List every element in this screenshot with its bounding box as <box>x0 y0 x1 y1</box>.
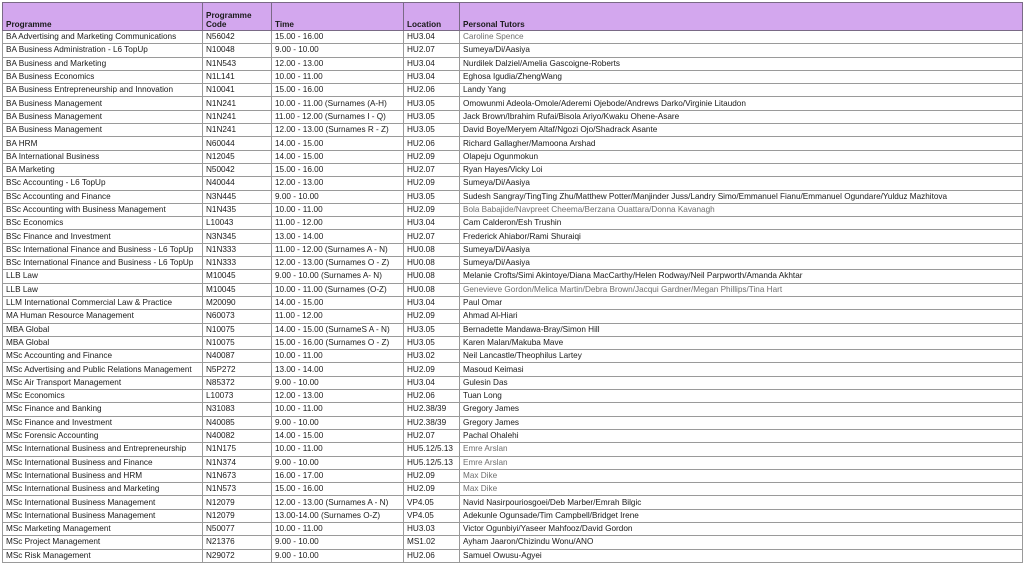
personal-tutors-cell[interactable]: Samuel Owusu-Agyei <box>460 549 1023 562</box>
programme-code-cell[interactable]: N3N345 <box>203 230 272 243</box>
programme-cell[interactable]: LLB Law <box>3 283 203 296</box>
programme-code-cell[interactable]: N5P272 <box>203 363 272 376</box>
personal-tutors-cell[interactable]: Tuan Long <box>460 390 1023 403</box>
programme-code-cell[interactable]: N1N374 <box>203 456 272 469</box>
programme-code-cell[interactable]: N1N241 <box>203 97 272 110</box>
location-cell[interactable]: VP4.05 <box>404 509 460 522</box>
location-cell[interactable]: HU2.07 <box>404 44 460 57</box>
header-row <box>3 3 1023 31</box>
time-cell[interactable]: 10.00 - 11.00 (Surnames (A-H) <box>272 97 404 110</box>
table-row <box>3 483 1023 496</box>
programme-code-cell[interactable]: N31083 <box>203 403 272 416</box>
table-row <box>3 230 1023 243</box>
location-cell[interactable]: HU3.02 <box>404 350 460 363</box>
programme-code-cell[interactable]: M10045 <box>203 270 272 283</box>
personal-tutors-cell[interactable]: Sumeya/Di/Aasiya <box>460 257 1023 270</box>
programme-code-cell[interactable]: N1N241 <box>203 124 272 137</box>
location-cell[interactable]: HU2.09 <box>404 363 460 376</box>
programme-cell[interactable]: MSc International Business and HRM <box>3 469 203 482</box>
programme-cell[interactable]: MSc International Business and Entrepreneurship <box>3 443 203 456</box>
location-cell[interactable]: HU3.04 <box>404 296 460 309</box>
programme-code-cell[interactable]: N10075 <box>203 336 272 349</box>
personal-tutors-cell[interactable]: Richard Gallagher/Mamoona Arshad <box>460 137 1023 150</box>
location-cell[interactable]: HU3.03 <box>404 522 460 535</box>
table-row <box>3 416 1023 429</box>
table-body <box>3 31 1023 563</box>
programme-cell[interactable]: MSc International Business Management <box>3 496 203 509</box>
programme-cell[interactable]: BA International Business <box>3 150 203 163</box>
personal-tutors-cell[interactable]: Karen Malan/Makuba Mave <box>460 336 1023 349</box>
table-row <box>3 336 1023 349</box>
personal-tutors-cell[interactable]: Gregory James <box>460 403 1023 416</box>
time-cell[interactable]: 11.00 - 12.00 (Surnames A - N) <box>272 243 404 256</box>
programme-cell[interactable]: BA Business Entrepreneurship and Innovation <box>3 84 203 97</box>
location-cell[interactable]: HU2.06 <box>404 84 460 97</box>
personal-tutors-cell[interactable]: Bernadette Mandawa-Bray/Simon Hill <box>460 323 1023 336</box>
table-row <box>3 376 1023 389</box>
programme-code-cell[interactable]: N1N333 <box>203 243 272 256</box>
location-cell[interactable]: HU3.05 <box>404 110 460 123</box>
location-cell[interactable]: HU2.07 <box>404 163 460 176</box>
programme-cell[interactable]: BSc Accounting and Finance <box>3 190 203 203</box>
table-row <box>3 44 1023 57</box>
table-row <box>3 31 1023 44</box>
table-row <box>3 509 1023 522</box>
location-cell[interactable]: HU2.07 <box>404 230 460 243</box>
programme-code-cell[interactable]: N1N573 <box>203 483 272 496</box>
time-cell[interactable]: 12.00 - 13.00 (Surnames R - Z) <box>272 124 404 137</box>
header-location[interactable]: Location <box>404 3 460 31</box>
personal-tutors-cell[interactable]: Bola Babajide/Navpreet Cheema/Berzana Ouattara/Donna Kavanagh <box>460 203 1023 216</box>
time-cell[interactable]: 9.00 - 10.00 <box>272 44 404 57</box>
table-row <box>3 190 1023 203</box>
programme-cell[interactable]: BSc Accounting with Business Management <box>3 203 203 216</box>
location-cell[interactable]: HU3.05 <box>404 336 460 349</box>
personal-tutors-cell[interactable]: Neil Lancastle/Theophilus Lartey <box>460 350 1023 363</box>
time-cell[interactable]: 10.00 - 11.00 (Surnames (O-Z) <box>272 283 404 296</box>
time-cell[interactable]: 15.00 - 16.00 (Surnames O - Z) <box>272 336 404 349</box>
table-row <box>3 549 1023 562</box>
time-cell[interactable]: 13.00-14.00 (Surnames O-Z) <box>272 509 404 522</box>
location-cell[interactable]: HU2.09 <box>404 203 460 216</box>
personal-tutors-cell[interactable]: Emre Arslan <box>460 456 1023 469</box>
personal-tutors-cell[interactable]: Navid Nasirpouriosgoei/Deb Marber/Emrah Bilgic <box>460 496 1023 509</box>
location-cell[interactable]: HU3.04 <box>404 31 460 44</box>
programme-cell[interactable]: MSc Advertising and Public Relations Management <box>3 363 203 376</box>
programme-cell[interactable]: BA HRM <box>3 137 203 150</box>
table-row <box>3 363 1023 376</box>
time-cell[interactable]: 15.00 - 16.00 <box>272 483 404 496</box>
personal-tutors-cell[interactable]: Nurdilek Dalziel/Amelia Gascoigne-Roberts <box>460 57 1023 70</box>
time-cell[interactable]: 14.00 - 15.00 (SurnameS A - N) <box>272 323 404 336</box>
personal-tutors-cell[interactable]: Paul Omar <box>460 296 1023 309</box>
time-cell[interactable]: 9.00 - 10.00 <box>272 536 404 549</box>
personal-tutors-cell[interactable]: Ayham Jaaron/Chizindu Wonu/ANO <box>460 536 1023 549</box>
location-cell[interactable]: HU0.08 <box>404 243 460 256</box>
personal-tutors-cell[interactable]: Olapeju Ogunmokun <box>460 150 1023 163</box>
programme-cell[interactable]: MSc Accounting and Finance <box>3 350 203 363</box>
location-cell[interactable]: HU5.12/5.13 <box>404 443 460 456</box>
programme-cell[interactable]: BA Business Economics <box>3 70 203 83</box>
programme-cell[interactable]: BA Business and Marketing <box>3 57 203 70</box>
personal-tutors-cell[interactable]: Gulesin Das <box>460 376 1023 389</box>
time-cell[interactable]: 16.00 - 17.00 <box>272 469 404 482</box>
programme-cell[interactable]: BA Business Management <box>3 110 203 123</box>
programme-cell[interactable]: LLB Law <box>3 270 203 283</box>
programme-code-cell[interactable]: N12045 <box>203 150 272 163</box>
location-cell[interactable]: HU0.08 <box>404 283 460 296</box>
time-cell[interactable]: 14.00 - 15.00 <box>272 429 404 442</box>
time-cell[interactable]: 12.00 - 13.00 <box>272 57 404 70</box>
programme-cell[interactable]: BSc Accounting - L6 TopUp <box>3 177 203 190</box>
personal-tutors-cell[interactable]: Omowunmi Adeola-Omole/Aderemi Ojebode/Andrews Darko/Virginie Litaudon <box>460 97 1023 110</box>
location-cell[interactable]: HU2.38/39 <box>404 416 460 429</box>
personal-tutors-cell[interactable]: Genevieve Gordon/Melica Martin/Debra Brown/Jacqui Gardner/Megan Phillips/Tina Hart <box>460 283 1023 296</box>
header-time[interactable]: Time <box>272 3 404 31</box>
programme-code-cell[interactable]: N40044 <box>203 177 272 190</box>
personal-tutors-cell[interactable]: Caroline Spence <box>460 31 1023 44</box>
programme-code-cell[interactable]: N12079 <box>203 509 272 522</box>
programme-cell[interactable]: BSc Finance and Investment <box>3 230 203 243</box>
personal-tutors-cell[interactable]: Ryan Hayes/Vicky Loi <box>460 163 1023 176</box>
table-row <box>3 270 1023 283</box>
table-row <box>3 323 1023 336</box>
programme-code-cell[interactable]: N40085 <box>203 416 272 429</box>
personal-tutors-cell[interactable]: David Boye/Meryem Altaf/Ngozi Ojo/Shadrack Asante <box>460 124 1023 137</box>
time-cell[interactable]: 9.00 - 10.00 (Surnames A- N) <box>272 270 404 283</box>
programme-code-cell[interactable]: N40087 <box>203 350 272 363</box>
location-cell[interactable]: HU2.09 <box>404 177 460 190</box>
programme-code-cell[interactable]: L10043 <box>203 217 272 230</box>
location-cell[interactable]: HU2.09 <box>404 150 460 163</box>
programme-code-cell[interactable]: N60044 <box>203 137 272 150</box>
time-cell[interactable]: 14.00 - 15.00 <box>272 296 404 309</box>
programme-cell[interactable]: MSc International Business and Finance <box>3 456 203 469</box>
table-row <box>3 496 1023 509</box>
programme-code-cell[interactable]: N1L141 <box>203 70 272 83</box>
time-cell[interactable]: 9.00 - 10.00 <box>272 416 404 429</box>
table-row <box>3 203 1023 216</box>
programme-code-cell[interactable]: N1N241 <box>203 110 272 123</box>
time-cell[interactable]: 10.00 - 11.00 <box>272 203 404 216</box>
programme-cell[interactable]: MSc International Business and Marketing <box>3 483 203 496</box>
table-row <box>3 350 1023 363</box>
personal-tutors-cell[interactable]: Melanie Crofts/Simi Akintoye/Diana MacCarthy/Helen Rodway/Neil Parpworth/Amanda Akhtar <box>460 270 1023 283</box>
programme-cell[interactable]: MSc Air Transport Management <box>3 376 203 389</box>
location-cell[interactable]: HU2.38/39 <box>404 403 460 416</box>
table-row <box>3 536 1023 549</box>
programme-code-cell[interactable]: N1N435 <box>203 203 272 216</box>
location-cell[interactable]: HU5.12/5.13 <box>404 456 460 469</box>
table-row <box>3 243 1023 256</box>
time-cell[interactable]: 10.00 - 11.00 <box>272 70 404 83</box>
programme-code-cell[interactable]: L10073 <box>203 390 272 403</box>
location-cell[interactable]: HU2.09 <box>404 483 460 496</box>
time-cell[interactable]: 15.00 - 16.00 <box>272 84 404 97</box>
time-cell[interactable]: 9.00 - 10.00 <box>272 190 404 203</box>
programme-code-cell[interactable]: N1N175 <box>203 443 272 456</box>
programme-cell[interactable]: MSc Finance and Investment <box>3 416 203 429</box>
programme-cell[interactable]: LLM International Commercial Law & Practice <box>3 296 203 309</box>
table-row <box>3 97 1023 110</box>
table-row <box>3 310 1023 323</box>
location-cell[interactable]: HU2.09 <box>404 469 460 482</box>
programme-cell[interactable]: BA Advertising and Marketing Communications <box>3 31 203 44</box>
table-row <box>3 522 1023 535</box>
personal-tutors-cell[interactable]: Max Dike <box>460 469 1023 482</box>
personal-tutors-cell[interactable]: Frederick Ahiabor/Rami Shuraiqi <box>460 230 1023 243</box>
programme-cell[interactable]: BA Marketing <box>3 163 203 176</box>
programme-code-cell[interactable]: N1N543 <box>203 57 272 70</box>
programme-code-cell[interactable]: N1N333 <box>203 257 272 270</box>
table-row <box>3 456 1023 469</box>
programme-code-cell[interactable]: N85372 <box>203 376 272 389</box>
personal-tutors-cell[interactable]: Jack Brown/Ibrahim Rufai/Bisola Ariyo/Kwaku Ohene-Asare <box>460 110 1023 123</box>
programme-code-cell[interactable]: M20090 <box>203 296 272 309</box>
programme-cell[interactable]: MSc International Business Management <box>3 509 203 522</box>
programme-cell[interactable]: BA Business Management <box>3 97 203 110</box>
time-cell[interactable]: 10.00 - 11.00 <box>272 522 404 535</box>
time-cell[interactable]: 9.00 - 10.00 <box>272 549 404 562</box>
location-cell[interactable]: HU2.06 <box>404 549 460 562</box>
time-cell[interactable]: 11.00 - 12.00 (Surnames I - Q) <box>272 110 404 123</box>
time-cell[interactable]: 14.00 - 15.00 <box>272 137 404 150</box>
time-cell[interactable]: 15.00 - 16.00 <box>272 163 404 176</box>
table-row <box>3 124 1023 137</box>
programme-code-cell[interactable]: N50042 <box>203 163 272 176</box>
table-row <box>3 403 1023 416</box>
programme-cell[interactable]: BSc International Finance and Business - L6 TopUp <box>3 257 203 270</box>
time-cell[interactable]: 13.00 - 14.00 <box>272 363 404 376</box>
location-cell[interactable]: HU3.05 <box>404 97 460 110</box>
personal-tutors-cell[interactable]: Max Dike <box>460 483 1023 496</box>
personal-tutors-cell[interactable]: Victor Ogunbiyi/Yaseer Mahfooz/David Gordon <box>460 522 1023 535</box>
table-row <box>3 443 1023 456</box>
table-row <box>3 110 1023 123</box>
location-cell[interactable]: HU3.04 <box>404 376 460 389</box>
location-cell[interactable]: HU2.07 <box>404 429 460 442</box>
location-cell[interactable]: HU0.08 <box>404 270 460 283</box>
location-cell[interactable]: HU2.06 <box>404 390 460 403</box>
table-row <box>3 257 1023 270</box>
personal-tutors-cell[interactable]: Sumeya/Di/Aasiya <box>460 44 1023 57</box>
programme-cell[interactable]: BSc International Finance and Business - L6 TopUp <box>3 243 203 256</box>
table-row <box>3 469 1023 482</box>
programme-cell[interactable]: MBA Global <box>3 336 203 349</box>
location-cell[interactable]: HU2.09 <box>404 310 460 323</box>
programme-cell[interactable]: MA Human Resource Management <box>3 310 203 323</box>
table-row <box>3 283 1023 296</box>
personal-tutors-cell[interactable]: Sudesh Sangray/TingTing Zhu/Matthew Potter/Manjinder Juss/Landry Simo/Emmanuel Fianu/Emmanuel Ogundare/Yulduz Mazhitova <box>460 190 1023 203</box>
time-cell[interactable]: 13.00 - 14.00 <box>272 230 404 243</box>
programme-cell[interactable]: MSc Marketing Management <box>3 522 203 535</box>
programme-cell[interactable]: MSc Finance and Banking <box>3 403 203 416</box>
table-row <box>3 429 1023 442</box>
programme-code-cell[interactable]: N50077 <box>203 522 272 535</box>
time-cell[interactable]: 10.00 - 11.00 <box>272 350 404 363</box>
personal-tutors-cell[interactable]: Sumeya/Di/Aasiya <box>460 177 1023 190</box>
programme-cell[interactable]: BA Business Management <box>3 124 203 137</box>
personal-tutors-cell[interactable]: Landy Yang <box>460 84 1023 97</box>
personal-tutors-cell[interactable]: Ahmad Al-Hiari <box>460 310 1023 323</box>
programme-code-cell[interactable]: N1N673 <box>203 469 272 482</box>
programme-code-cell[interactable]: N40082 <box>203 429 272 442</box>
personal-tutors-cell[interactable]: Emre Arslan <box>460 443 1023 456</box>
header-programme[interactable]: Programme <box>3 3 203 31</box>
programme-code-cell[interactable]: N29072 <box>203 549 272 562</box>
personal-tutors-cell[interactable]: Pachal Ohalehi <box>460 429 1023 442</box>
programme-code-cell[interactable]: M10045 <box>203 283 272 296</box>
location-cell[interactable]: HU3.05 <box>404 323 460 336</box>
time-cell[interactable]: 12.00 - 13.00 <box>272 390 404 403</box>
programme-cell[interactable]: BA Business Administration - L6 TopUp <box>3 44 203 57</box>
personal-tutors-cell[interactable]: Gregory James <box>460 416 1023 429</box>
table-row <box>3 177 1023 190</box>
programme-cell[interactable]: MSc Economics <box>3 390 203 403</box>
location-cell[interactable]: HU2.06 <box>404 137 460 150</box>
header-personal-tutors[interactable]: Personal Tutors <box>460 3 1023 31</box>
programme-code-cell[interactable]: N3N445 <box>203 190 272 203</box>
personal-tutors-cell[interactable]: Cam Calderon/Esh Trushin <box>460 217 1023 230</box>
table-row <box>3 296 1023 309</box>
table-row <box>3 84 1023 97</box>
table-row <box>3 150 1023 163</box>
location-cell[interactable]: HU3.04 <box>404 70 460 83</box>
time-cell[interactable]: 12.00 - 13.00 <box>272 177 404 190</box>
programme-code-cell[interactable]: N56042 <box>203 31 272 44</box>
time-cell[interactable]: 12.00 - 13.00 (Surnames A - N) <box>272 496 404 509</box>
time-cell[interactable]: 10.00 - 11.00 <box>272 443 404 456</box>
time-cell[interactable]: 9.00 - 10.00 <box>272 376 404 389</box>
time-cell[interactable]: 9.00 - 10.00 <box>272 456 404 469</box>
table-row <box>3 57 1023 70</box>
programme-code-cell[interactable]: N60073 <box>203 310 272 323</box>
programme-cell[interactable]: MBA Global <box>3 323 203 336</box>
programme-cell[interactable]: MSc Project Management <box>3 536 203 549</box>
table-row <box>3 137 1023 150</box>
location-cell[interactable]: VP4.05 <box>404 496 460 509</box>
table-row <box>3 70 1023 83</box>
personal-tutors-cell[interactable]: Masoud Keimasi <box>460 363 1023 376</box>
programme-code-cell[interactable]: N10075 <box>203 323 272 336</box>
programme-cell[interactable]: MSc Risk Management <box>3 549 203 562</box>
programme-cell[interactable]: BSc Economics <box>3 217 203 230</box>
personal-tutors-cell[interactable]: Eghosa Igudia/ZhengWang <box>460 70 1023 83</box>
programme-code-cell[interactable]: N10041 <box>203 84 272 97</box>
table-row <box>3 390 1023 403</box>
location-cell[interactable]: HU3.04 <box>404 217 460 230</box>
programme-code-cell[interactable]: N21376 <box>203 536 272 549</box>
time-cell[interactable]: 10.00 - 11.00 <box>272 403 404 416</box>
time-cell[interactable]: 14.00 - 15.00 <box>272 150 404 163</box>
table-row <box>3 217 1023 230</box>
programme-cell[interactable]: MSc Forensic Accounting <box>3 429 203 442</box>
programme-code-cell[interactable]: N10048 <box>203 44 272 57</box>
time-cell[interactable]: 15.00 - 16.00 <box>272 31 404 44</box>
time-cell[interactable]: 11.00 - 12.00 <box>272 217 404 230</box>
table-row <box>3 163 1023 176</box>
location-cell[interactable]: HU3.05 <box>404 124 460 137</box>
header-programme-code[interactable]: Programme Code <box>203 3 272 31</box>
time-cell[interactable]: 11.00 - 12.00 <box>272 310 404 323</box>
tutor-schedule-sheet <box>2 2 1023 563</box>
location-cell[interactable]: HU3.05 <box>404 190 460 203</box>
location-cell[interactable]: HU0.08 <box>404 257 460 270</box>
personal-tutors-cell[interactable]: Sumeya/Di/Aasiya <box>460 243 1023 256</box>
programme-code-cell[interactable]: N12079 <box>203 496 272 509</box>
location-cell[interactable]: MS1.02 <box>404 536 460 549</box>
location-cell[interactable]: HU3.04 <box>404 57 460 70</box>
personal-tutors-cell[interactable]: Adekunle Ogunsade/Tim Campbell/Bridget Irene <box>460 509 1023 522</box>
time-cell[interactable]: 12.00 - 13.00 (Surnames O - Z) <box>272 257 404 270</box>
